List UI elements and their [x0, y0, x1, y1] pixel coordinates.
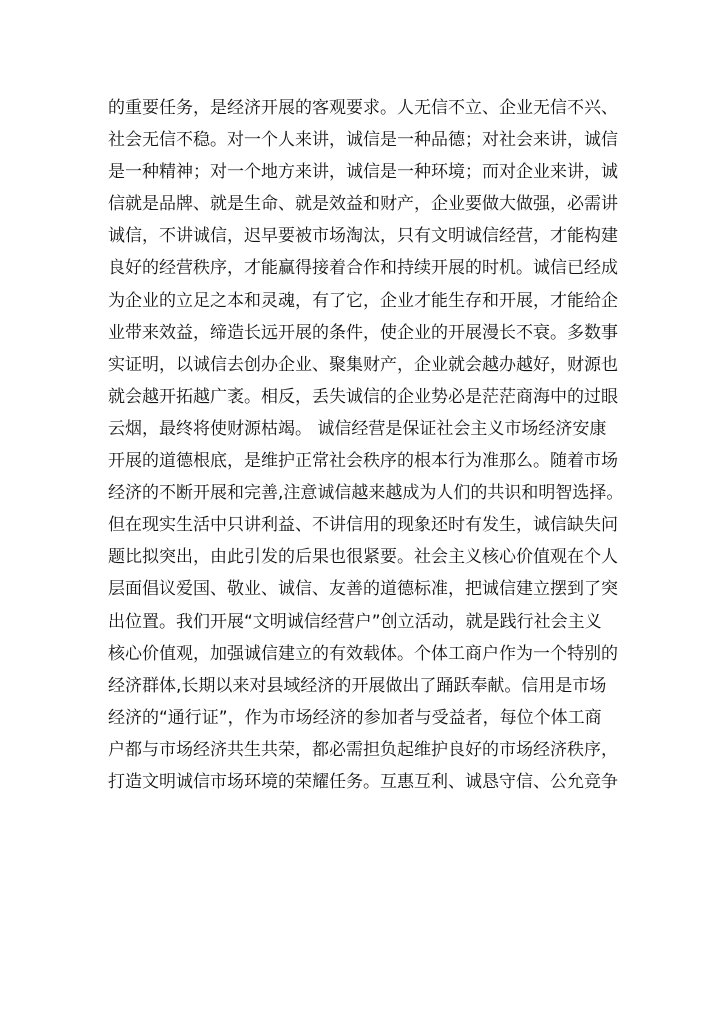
text-line: 的重要任务，是经济开展的客观要求。人无信不立、企业无信不兴、	[108, 98, 618, 118]
text-line: 业带来效益，缔造长远开展的条件，使企业的开展漫长不衰。多数事	[108, 322, 618, 343]
text-line: 云烟，最终将使财源枯竭。 诚信经营是保证社会主义市场经济安康	[108, 418, 607, 439]
text-line: 为企业的立足之本和灵魂，有了它，企业才能生存和开展，才能给企	[108, 290, 618, 311]
text-line: 诚信，不讲诚信，迟早要被市场淘汰，只有文明诚信经营，才能构建	[108, 226, 618, 247]
text-line: 经济的不断开展和完善,注意诚信越来越成为人们的共识和明智选择。	[108, 483, 624, 504]
text-line: 是一种精神；对一个地方来讲，诚信是一种环境；而对企业来讲，诚	[108, 162, 618, 183]
text-line: 户都与市场经济共生共荣，都必需担负起维护良好的市场经济秩序，	[108, 739, 618, 760]
text-line: 出位置。我们开展“文明诚信经营户”创立活动，就是践行社会主义	[108, 611, 602, 632]
text-line: 题比拟突出，由此引发的后果也很紧要。社会主义核心价值观在个人	[108, 547, 618, 568]
text-line: 核心价值观，加强诚信建立的有效载体。个体工商户作为一个特别的	[108, 643, 618, 664]
text-line: 经济的“通行证”，作为市场经济的参加者与受益者，每位个体工商	[108, 707, 602, 728]
text-line: 层面倡议爱国、敬业、诚信、友善的道德标准，把诚信建立摆到了突	[108, 579, 618, 600]
text-line: 实证明，以诚信去创办企业、聚集财产，企业就会越办越好，财源也	[108, 354, 618, 375]
text-line: 打造文明诚信市场环境的荣耀任务。互惠互利、诚恳守信、公允竞争	[108, 771, 618, 792]
text-line: 但在现实生活中只讲利益、不讲信用的现象还时有发生，诚信缺失问	[108, 515, 618, 536]
body-text	[108, 92, 628, 798]
text-line: 信就是品牌、就是生命、就是效益和财产，企业要做大做强，必需讲	[108, 194, 618, 215]
text-line: 良好的经营秩序，才能赢得接着合作和持续开展的时机。诚信已经成	[108, 258, 618, 279]
text-line: 经济群体,长期以来对县域经济的开展做出了踊跃奉献。信用是市场	[108, 675, 607, 696]
text-line: 开展的道德根底，是维护正常社会秩序的根本行为准那么。随着市场	[108, 451, 618, 472]
text-line: 就会越开拓越广袤。相反，丢失诚信的企业势必是茫茫商海中的过眼	[108, 386, 618, 407]
text-line: 社会无信不稳。对一个人来讲，诚信是一种品德；对社会来讲，诚信	[108, 130, 618, 151]
